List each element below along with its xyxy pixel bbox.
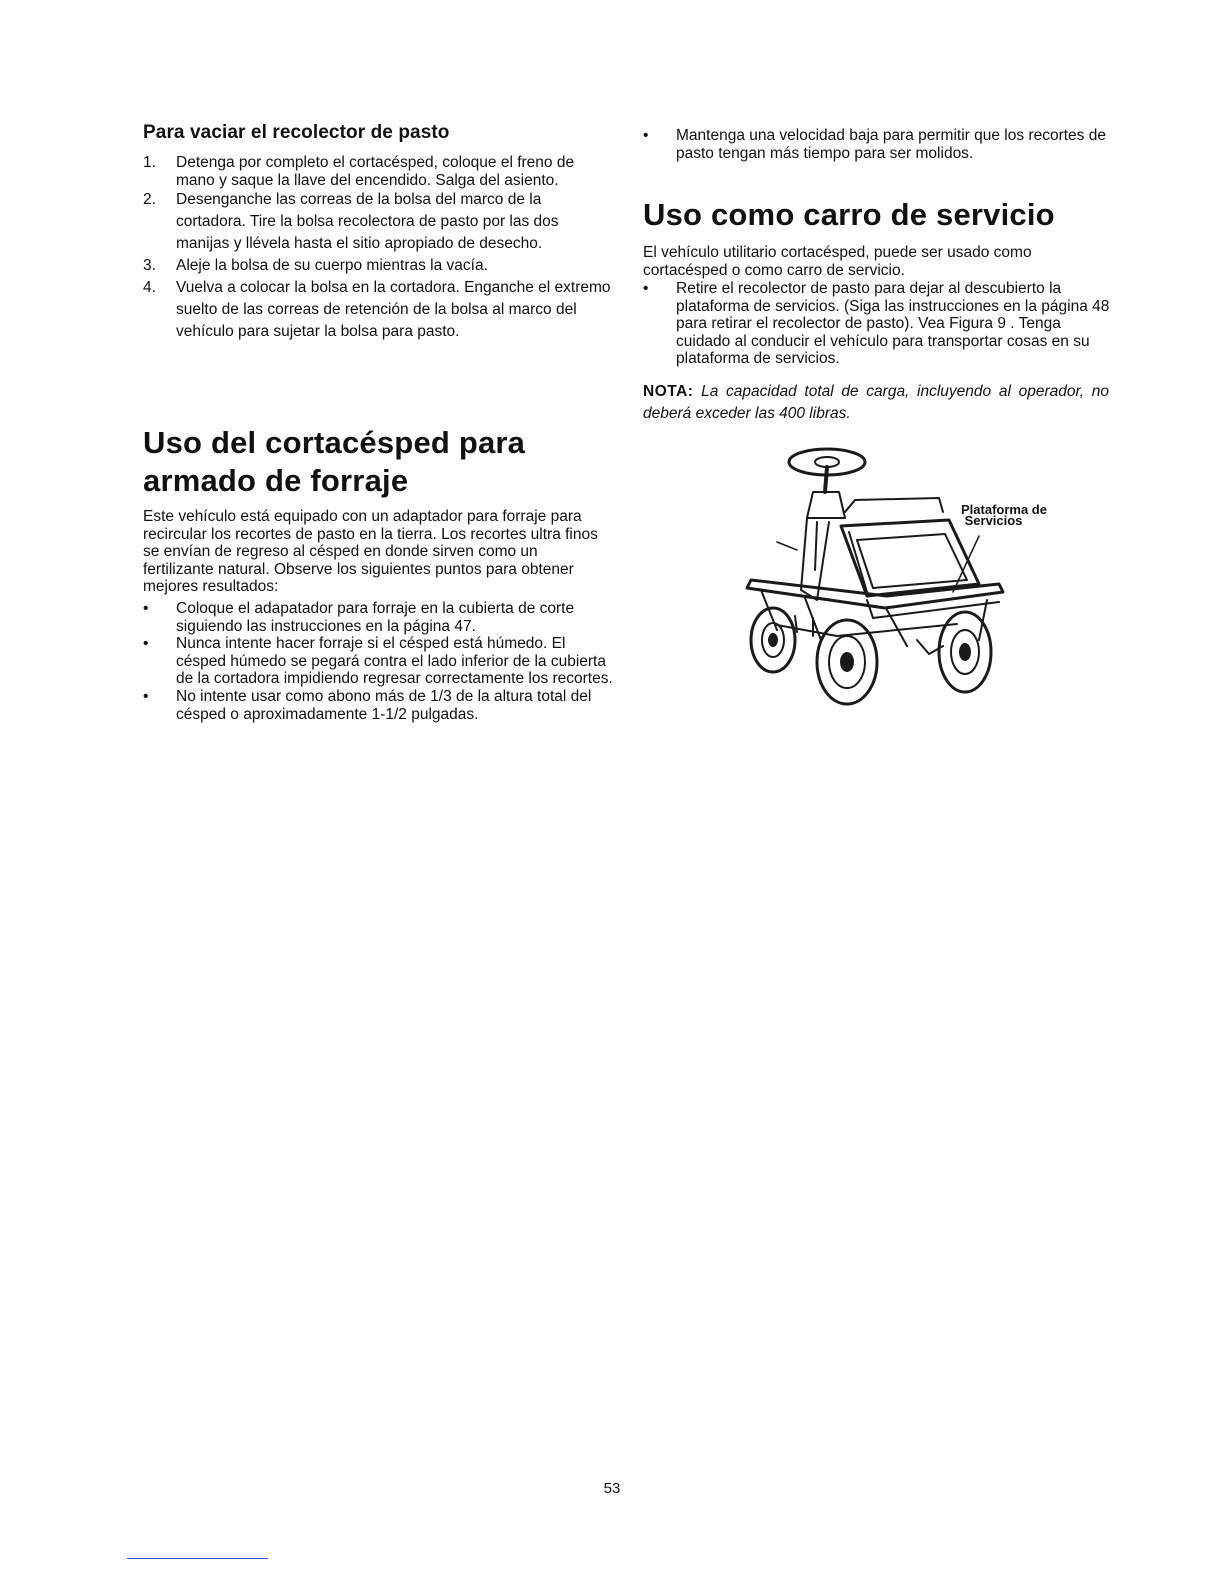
step-item-marker: 2. xyxy=(143,191,156,209)
step-item xyxy=(143,255,613,277)
service-intro: El vehículo utilitario cortacésped, puede ser usado como cortacésped o como carro de servicio. xyxy=(643,244,1032,279)
step-item-marker: 4. xyxy=(143,279,156,297)
step-item xyxy=(143,277,613,343)
bullet-item-marker: • xyxy=(143,635,149,653)
step-item xyxy=(143,154,613,189)
bullet-item xyxy=(643,127,1111,162)
lawn-tractor-cart-icon xyxy=(717,440,1087,710)
step-item-marker: 3. xyxy=(143,257,156,275)
step-item-text: Detenga por completo el cortacésped, coloque el freno de mano y saque la llave del encendido. Salga del asiento. xyxy=(176,154,575,189)
page-number: 53 xyxy=(603,1480,621,1497)
note-label: NOTA: xyxy=(643,383,694,400)
footer-rule xyxy=(127,1558,268,1559)
emptying-heading: Para vaciar el recolector de pasto xyxy=(143,122,450,143)
platform-callout: Plataforma de Servicios xyxy=(961,502,1047,528)
bullet-item xyxy=(143,635,613,688)
step-item-marker: 1. xyxy=(143,154,156,171)
mulching-intro: Este vehículo está equipado con un adaptador para forraje para recircular los recortes de pasto en la tierra. Los recortes ultra finos se envían de regreso al césped en donde sirven como un fertilizante natural. Observe los siguientes puntos para obtener mejores resultados: xyxy=(143,508,598,596)
bullet-item-marker: • xyxy=(143,600,149,617)
service-heading: Uso como carro de servicio xyxy=(643,197,1055,232)
service-cart-figure xyxy=(717,440,1087,710)
bullet-item-marker: • xyxy=(143,687,149,705)
step-item-text: Vuelva a colocar la bolsa en la cortadora. Enganche el extremo suelto de las correas de retención de la bolsa al marco del vehículo para sujetar la bolsa para pasto. xyxy=(176,279,611,341)
bullet-item xyxy=(143,688,613,723)
service-note xyxy=(643,381,1109,425)
speed-bullet xyxy=(643,127,1111,162)
emptying-steps xyxy=(143,154,613,343)
bullet-item xyxy=(143,600,613,635)
note-text: La capacidad total de carga, incluyendo al operador, no deberá exceder las 400 libras. xyxy=(643,383,1109,422)
bullet-item-text: No intente usar como abono más de 1/3 de la altura total del césped o aproximadamente 1-1/2 pulgadas. xyxy=(176,687,592,723)
bullet-item-text: Retire el recolector de pasto para dejar al descubierto la plataforma de servicios. (Siga las instrucciones en la página 48 para retirar el recolector de pasto). Vea Figura 9 . Tenga cuidado al conducir el vehículo para transportar cosas en su plataforma de servicios. xyxy=(676,280,1110,368)
bullet-item-text: Coloque el adapatador para forraje en la cubierta de corte siguiendo las instrucciones en la página 47. xyxy=(176,600,575,635)
service-bullets xyxy=(643,280,1111,368)
step-item-text: Aleje la bolsa de su cuerpo mientras la vacía. xyxy=(176,257,488,275)
bullet-item xyxy=(643,280,1111,368)
bullet-item-text: Mantenga una velocidad baja para permitir que los recortes de pasto tengan más tiempo para ser molidos. xyxy=(676,127,1106,162)
step-item xyxy=(143,189,613,255)
bullet-item-text: Nunca intente hacer forraje si el césped está húmedo. El césped húmedo se pegará contra el lado inferior de la cubierta de la cortadora impidiendo regresar correctamente los recortes. xyxy=(176,635,613,688)
mulching-heading: Uso del cortacésped para armado de forraje xyxy=(143,425,526,498)
bullet-item-marker: • xyxy=(643,280,649,297)
mulching-bullets xyxy=(143,600,613,723)
bullet-item-marker: • xyxy=(643,127,649,144)
step-item-text: Desenganche las correas de la bolsa del marco de la cortadora. Tire la bolsa recolectora de pasto por las dos manijas y llévela hasta el sitio apropiado de desecho. xyxy=(176,191,559,253)
